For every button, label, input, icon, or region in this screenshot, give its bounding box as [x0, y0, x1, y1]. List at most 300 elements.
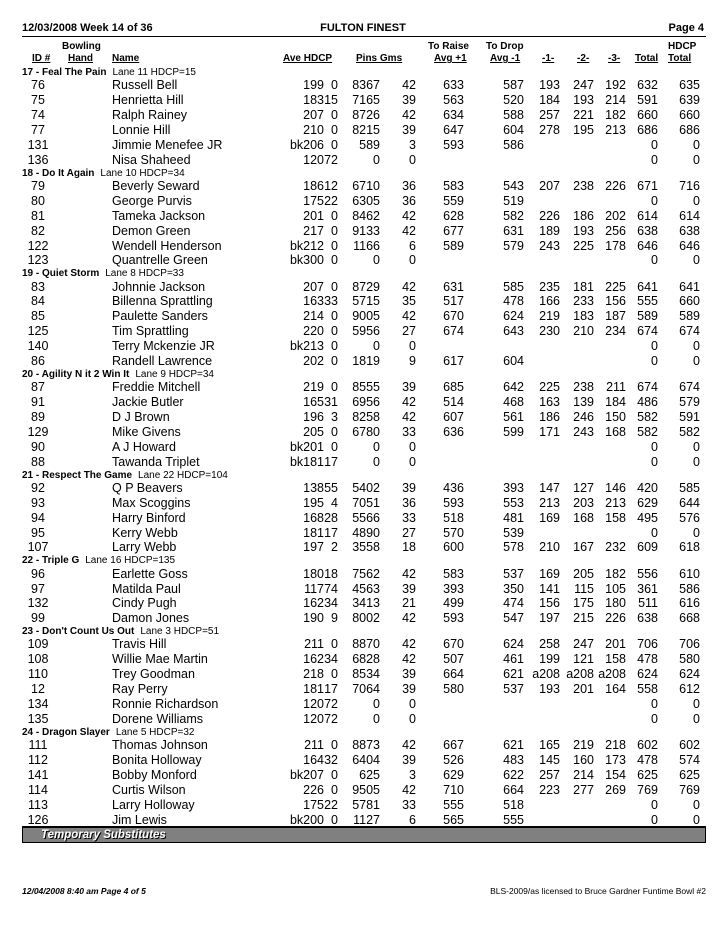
cell-g1: 189 — [539, 223, 560, 238]
cell-gms: 39 — [402, 753, 416, 767]
cell-id: 113 — [28, 797, 48, 812]
bowler-row — [22, 712, 706, 727]
cell-ave: 214 — [303, 309, 324, 324]
cell-drop: 604 — [503, 122, 524, 137]
cell-g2: 193 — [573, 223, 594, 238]
cell-g3: 182 — [605, 566, 626, 581]
cell-drop: 543 — [503, 178, 524, 193]
cell-total: 646 — [637, 238, 658, 253]
cell-id: 123 — [27, 253, 49, 268]
cell-pins: 8258 — [352, 410, 380, 424]
cell-total: 614 — [637, 208, 658, 223]
cell-gms: 42 — [402, 611, 416, 626]
bowler-row — [22, 637, 706, 652]
cell-drop: 461 — [503, 652, 524, 667]
cell-hdcp: 18 — [324, 566, 338, 581]
cell-hdcptot: 674 — [679, 324, 700, 339]
team-lane-hdcp: Lane 22 HDCP=104 — [138, 469, 228, 481]
cell-id: 74 — [31, 108, 45, 123]
cell-id: 135 — [27, 711, 49, 726]
cell-total: 686 — [637, 122, 658, 137]
cell-pins: 7051 — [352, 495, 380, 510]
cell-total: 632 — [637, 78, 658, 93]
cell-pins: 589 — [359, 137, 380, 152]
cell-hdcp: 0 — [331, 279, 338, 294]
cell-pins: 0 — [373, 152, 380, 167]
cell-drop: 622 — [503, 767, 524, 782]
cell-name: Ray Perry — [112, 682, 168, 697]
cell-g2: 201 — [573, 682, 594, 697]
cell-name: Trey Goodman — [112, 667, 195, 682]
cell-hdcptot: 612 — [679, 682, 700, 697]
cell-g1: 225 — [539, 380, 560, 395]
cell-g3: 146 — [605, 480, 626, 495]
team-lane-hdcp: Lane 16 HDCP=135 — [85, 555, 176, 567]
bowler-row — [22, 339, 706, 354]
cell-g1: 165 — [539, 738, 560, 753]
cell-gms: 42 — [402, 309, 416, 324]
bowler-row — [22, 697, 706, 712]
cell-gms: 42 — [402, 410, 416, 424]
cell-hdcptot: 674 — [679, 380, 700, 395]
cell-total: 495 — [637, 510, 658, 525]
cell-pins: 8534 — [352, 667, 380, 682]
cell-drop: 586 — [503, 137, 524, 152]
bowler-row — [22, 455, 706, 470]
cell-ave: bk200 — [289, 812, 324, 827]
cell-id: 114 — [28, 782, 48, 797]
cell-hdcptot: 641 — [679, 279, 700, 294]
cell-raise: 607 — [443, 410, 464, 424]
cell-name: Beverly Seward — [112, 178, 200, 193]
cell-raise: 593 — [443, 611, 464, 626]
cell-raise: 518 — [443, 510, 464, 525]
team-header — [22, 168, 706, 179]
cell-id: 76 — [31, 78, 45, 93]
cell-g2: 238 — [573, 380, 594, 395]
cell-gms: 39 — [402, 93, 416, 108]
cell-hdcp: 15 — [324, 93, 338, 108]
cell-drop: 537 — [503, 682, 524, 697]
cell-pins: 8462 — [352, 208, 380, 223]
cell-hdcp: 22 — [324, 797, 338, 812]
cell-gms: 42 — [402, 395, 416, 410]
cell-drop: 393 — [503, 480, 524, 495]
cell-ave: 211 — [304, 637, 324, 652]
cell-name: Ronnie Richardson — [112, 697, 219, 712]
footer-license: BLS-2009/as licensed to Bruce Gardner Funtime Bowl #2 — [490, 886, 706, 896]
cell-id: 108 — [27, 652, 49, 667]
cell-total: 0 — [651, 812, 658, 827]
cell-g3: 213 — [605, 122, 626, 137]
cell-ave: 186 — [303, 178, 324, 193]
cell-hdcptot: 0 — [693, 711, 700, 726]
cell-name: Billenna Sprattling — [112, 294, 213, 309]
cell-g2: 168 — [573, 510, 594, 525]
team-lane-hdcp: Lane 9 HDCP=34 — [135, 368, 214, 380]
cell-gms: 0 — [409, 711, 416, 726]
cell-raise: 593 — [443, 137, 464, 152]
cell-ave: 218 — [303, 667, 324, 682]
cell-pins: 9133 — [352, 223, 380, 238]
cell-name: Henrietta Hill — [112, 93, 184, 108]
cell-raise: 583 — [443, 566, 464, 581]
cell-g3: 158 — [605, 652, 626, 667]
cell-hdcp: 55 — [324, 480, 338, 495]
cell-pins: 1166 — [353, 238, 380, 253]
cell-hdcptot: 646 — [679, 238, 700, 253]
cell-raise: 563 — [443, 93, 464, 108]
bowler-row — [22, 138, 706, 153]
team-header — [22, 268, 706, 279]
cell-hdcp: 3 — [331, 410, 338, 424]
cell-g2: 233 — [573, 294, 594, 309]
cell-hdcptot: 0 — [693, 797, 700, 812]
cell-drop: 643 — [503, 324, 524, 339]
cell-hdcptot: 706 — [679, 637, 700, 652]
cell-ave: 207 — [303, 108, 324, 123]
cell-ave: bk300 — [289, 253, 324, 268]
cell-g1: 141 — [539, 581, 560, 596]
cell-hdcptot: 0 — [693, 193, 700, 208]
cell-g1: 169 — [539, 510, 560, 525]
cell-ave: 180 — [303, 566, 324, 581]
cell-id: 107 — [27, 540, 49, 555]
cell-name: Jim Lewis — [112, 812, 167, 827]
cell-ave: 207 — [303, 279, 324, 294]
cell-name: Wendell Henderson — [112, 238, 222, 253]
cell-gms: 36 — [402, 178, 416, 193]
cell-hdcp: 0 — [331, 637, 338, 652]
cell-ave: bk181 — [289, 454, 324, 469]
cell-g3: 158 — [605, 510, 626, 525]
cell-hdcptot: 686 — [679, 122, 700, 137]
team-header — [22, 369, 706, 380]
cell-id: 89 — [31, 410, 45, 424]
cell-total: 0 — [651, 137, 658, 152]
cell-g3: 182 — [605, 108, 626, 123]
cell-drop: 588 — [503, 108, 524, 123]
cell-drop: 553 — [503, 495, 524, 510]
cell-hdcp: 0 — [331, 767, 338, 782]
cell-id: 82 — [31, 223, 45, 238]
bowler-row — [22, 440, 706, 455]
cell-id: 80 — [31, 193, 45, 208]
cell-raise: 570 — [443, 525, 464, 540]
standings-table — [22, 67, 706, 827]
cell-total: 624 — [637, 667, 658, 682]
cell-drop: 539 — [503, 525, 524, 540]
bowler-row — [22, 611, 706, 626]
bowler-row — [22, 798, 706, 813]
bowler-row — [22, 582, 706, 597]
page-header — [22, 22, 704, 36]
cell-gms: 3 — [409, 137, 416, 152]
cell-total: 591 — [637, 93, 658, 108]
cell-gms: 39 — [402, 380, 416, 395]
cell-pins: 625 — [359, 767, 380, 782]
cell-total: 625 — [637, 767, 658, 782]
cell-raise: 499 — [443, 596, 464, 611]
cell-name: Matilda Paul — [112, 581, 181, 596]
cell-ave: 120 — [303, 152, 324, 167]
cell-g3: 226 — [605, 611, 626, 626]
cell-drop: 582 — [503, 208, 524, 223]
cell-ave: 226 — [303, 782, 324, 797]
cell-g2: 186 — [573, 208, 594, 223]
cell-ave: 199 — [303, 78, 324, 93]
cell-gms: 42 — [402, 279, 416, 294]
cell-g3: 187 — [605, 309, 626, 324]
cell-gms: 42 — [402, 637, 416, 652]
cell-name: Dorene Williams — [112, 711, 203, 726]
cell-hdcp: 34 — [324, 596, 338, 611]
cell-total: 0 — [651, 454, 658, 469]
cell-gms: 42 — [402, 78, 416, 93]
cell-ave: 175 — [303, 193, 324, 208]
bowler-row — [22, 253, 706, 268]
cell-raise: 634 — [443, 108, 464, 123]
cell-drop: 519 — [503, 193, 524, 208]
cell-g1: 171 — [539, 424, 560, 439]
cell-g2: 203 — [573, 495, 594, 510]
cell-total: 556 — [637, 566, 658, 581]
cell-gms: 42 — [402, 738, 416, 753]
cell-ave: bk212 — [289, 238, 324, 253]
cell-hdcptot: 716 — [679, 178, 700, 193]
team-lane-hdcp: Lane 11 HDCP=15 — [112, 67, 196, 78]
cell-pins: 7165 — [352, 93, 380, 108]
cell-pins: 8726 — [352, 108, 380, 123]
cell-raise: 629 — [443, 767, 464, 782]
cell-hdcptot: 639 — [679, 93, 700, 108]
cell-ave: 210 — [303, 122, 324, 137]
col-name: Name — [112, 53, 140, 64]
cell-hdcptot: 616 — [679, 596, 700, 611]
cell-pins: 7562 — [352, 566, 380, 581]
cell-hdcptot: 589 — [679, 309, 700, 324]
bowler-row — [22, 667, 706, 682]
cell-id: 134 — [27, 697, 49, 712]
cell-hdcp: 17 — [324, 682, 338, 697]
cell-hdcp: 72 — [324, 697, 338, 712]
cell-id: 96 — [31, 566, 45, 581]
cell-raise: 580 — [443, 682, 464, 697]
cell-g1: 166 — [539, 294, 560, 309]
cell-total: 361 — [637, 581, 658, 596]
cell-drop: 604 — [503, 354, 524, 369]
cell-g2: 210 — [573, 324, 594, 339]
cell-g2: 195 — [573, 122, 594, 137]
cell-g2: 205 — [573, 566, 594, 581]
bowler-row — [22, 294, 706, 309]
cell-g1: 207 — [539, 178, 560, 193]
cell-g3: 192 — [605, 78, 626, 93]
cell-g2: 219 — [573, 738, 594, 753]
bowler-row — [22, 753, 706, 768]
cell-g1: 193 — [539, 682, 560, 697]
cell-name: Damon Jones — [112, 611, 190, 626]
cell-total: 0 — [651, 152, 658, 167]
cell-pins: 6780 — [352, 424, 380, 439]
cell-raise: 593 — [443, 495, 464, 510]
cell-g1: 184 — [539, 93, 560, 108]
cell-ave: 220 — [303, 324, 324, 339]
cell-name: Cindy Pugh — [112, 596, 177, 611]
cell-drop: 520 — [503, 93, 524, 108]
cell-g3: 214 — [605, 93, 626, 108]
cell-name: Larry Webb — [112, 540, 177, 555]
cell-pins: 5402 — [352, 480, 380, 495]
cell-g3: 173 — [605, 753, 626, 767]
cell-pins: 0 — [373, 454, 380, 469]
cell-g3: 156 — [605, 294, 626, 309]
cell-name: Tameka Jackson — [112, 208, 206, 223]
cell-pins: 8215 — [352, 122, 380, 137]
cell-name: Paulette Sanders — [112, 309, 208, 324]
cell-hdcp: 0 — [331, 137, 338, 152]
cell-hdcptot: 624 — [679, 667, 700, 682]
cell-g1: 193 — [539, 78, 560, 93]
cell-hdcp: 32 — [324, 753, 338, 767]
cell-total: 0 — [651, 354, 658, 369]
cell-name: Tawanda Triplet — [112, 454, 200, 469]
cell-g1: 226 — [539, 208, 560, 223]
cell-drop: 483 — [503, 753, 524, 767]
cell-gms: 39 — [402, 667, 416, 682]
cell-raise: 436 — [443, 480, 464, 495]
bowler-row — [22, 768, 706, 783]
bowler-row — [22, 153, 706, 168]
cell-hdcp: 0 — [331, 812, 338, 827]
cell-gms: 42 — [402, 782, 416, 797]
cell-g1: 219 — [539, 309, 560, 324]
cell-total: 0 — [651, 253, 658, 268]
cell-hdcptot: 591 — [679, 410, 700, 424]
cell-g3: 150 — [605, 410, 626, 424]
cell-pins: 8873 — [352, 738, 380, 753]
cell-g2: 243 — [573, 424, 594, 439]
cell-total: 660 — [637, 108, 658, 123]
cell-name: Jackie Butler — [112, 395, 184, 410]
team-header — [22, 626, 706, 637]
cell-id: 87 — [31, 380, 45, 395]
cell-ave: 202 — [303, 354, 324, 369]
cell-id: 126 — [27, 812, 49, 827]
cell-name: Freddie Mitchell — [112, 380, 201, 395]
cell-id: 99 — [31, 611, 45, 626]
cell-ave: 211 — [304, 738, 324, 753]
cell-g2: 160 — [573, 753, 594, 767]
bowler-row — [22, 209, 706, 224]
cell-name: Randell Lawrence — [112, 354, 213, 369]
cell-id: 140 — [27, 339, 49, 354]
cell-raise: 710 — [443, 782, 464, 797]
cell-gms: 33 — [402, 797, 416, 812]
cell-drop: 624 — [503, 309, 524, 324]
cell-ave: 195 — [303, 495, 324, 510]
cell-hdcp: 0 — [331, 309, 338, 324]
cell-g2: 277 — [573, 782, 594, 797]
bowler-row — [22, 425, 706, 440]
cell-ave: 217 — [303, 223, 324, 238]
cell-drop: 642 — [503, 380, 524, 395]
cell-hdcptot: 602 — [679, 738, 700, 753]
cell-raise: 565 — [443, 812, 464, 827]
bowler-row — [22, 380, 706, 395]
page-number: Page 4 — [668, 22, 704, 34]
cell-pins: 5715 — [352, 294, 380, 309]
team-header — [22, 727, 706, 738]
cell-raise: 583 — [443, 178, 464, 193]
cell-name: Terry Mckenzie JR — [112, 339, 215, 354]
cell-g3: a208 — [598, 667, 626, 682]
cell-drop: 587 — [503, 78, 524, 93]
team-header — [22, 470, 706, 481]
cell-pins: 0 — [373, 697, 380, 712]
cell-gms: 39 — [402, 122, 416, 137]
cell-raise: 631 — [443, 279, 464, 294]
col-to-drop: To Drop — [486, 41, 524, 52]
cell-g3: 164 — [605, 682, 626, 697]
cell-pins: 9005 — [352, 309, 380, 324]
cell-total: 0 — [651, 525, 658, 540]
cell-hdcptot: 635 — [679, 78, 700, 93]
cell-hdcp: 0 — [331, 380, 338, 395]
cell-g1: 243 — [539, 238, 560, 253]
cell-total: 558 — [637, 682, 658, 697]
cell-g2: 246 — [573, 410, 594, 424]
cell-raise: 664 — [443, 667, 464, 682]
cell-g3: 105 — [605, 581, 626, 596]
cell-gms: 0 — [409, 339, 416, 354]
cell-gms: 18 — [402, 540, 416, 555]
cell-g1: 213 — [539, 495, 560, 510]
cell-g1: 163 — [539, 395, 560, 410]
cell-g1: 230 — [539, 324, 560, 339]
cell-ave: bk207 — [289, 767, 324, 782]
cell-g3: 168 — [605, 424, 626, 439]
cell-drop: 474 — [503, 596, 524, 611]
cell-raise: 628 — [443, 208, 464, 223]
cell-id: 132 — [27, 596, 49, 611]
bowler-row — [22, 395, 706, 410]
cell-raise: 670 — [443, 309, 464, 324]
cell-drop: 599 — [503, 424, 524, 439]
cell-raise: 600 — [443, 540, 464, 555]
cell-pins: 0 — [373, 711, 380, 726]
cell-raise: 555 — [443, 797, 464, 812]
cell-g2: 193 — [573, 93, 594, 108]
col-ave-hdcp: Ave HDCP — [283, 53, 333, 64]
cell-hdcp: 2 — [331, 540, 338, 555]
bowler-row — [22, 93, 706, 108]
cell-pins: 8870 — [352, 637, 380, 652]
cell-g1: 145 — [539, 753, 560, 767]
bowler-row — [22, 78, 706, 93]
cell-hdcptot: 0 — [693, 354, 700, 369]
cell-gms: 42 — [402, 108, 416, 123]
cell-hdcptot: 0 — [693, 339, 700, 354]
cell-total: 582 — [637, 424, 658, 439]
cell-id: 97 — [31, 581, 45, 596]
cell-hdcp: 0 — [331, 339, 338, 354]
cell-raise: 636 — [443, 424, 464, 439]
cell-name: Jimmie Menefee JR — [112, 137, 223, 152]
cell-total: 511 — [638, 596, 658, 611]
cell-id: 125 — [27, 324, 49, 339]
cell-total: 0 — [651, 697, 658, 712]
